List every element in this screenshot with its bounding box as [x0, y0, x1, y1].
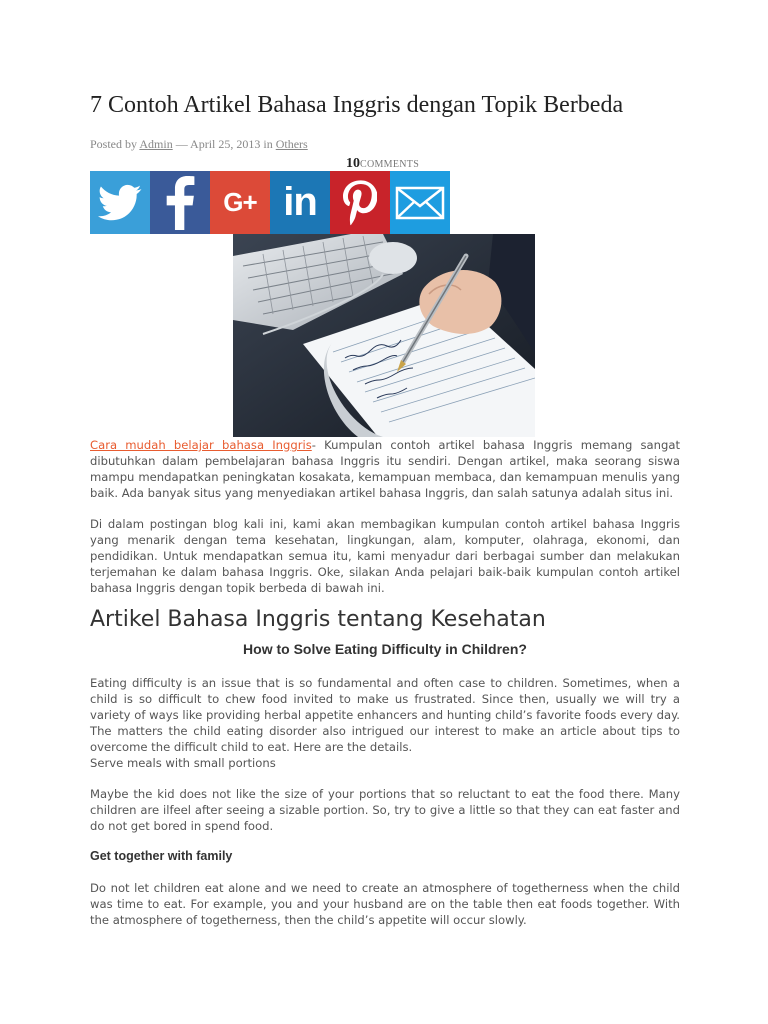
- paragraph-2: [90, 516, 680, 596]
- paragraph-4-text: Maybe the kid does not like the size of your portions that so reluctant to eat the food there. Many children are ilfeel after seeing a sizable portion. So, try to give a little so that they can eat faster and do not get bored in spend food.: [90, 787, 680, 833]
- section-heading: Artikel Bahasa Inggris tentang Kesehatan: [90, 607, 546, 632]
- category-link[interactable]: Others: [275, 137, 308, 151]
- twitter-share-button[interactable]: [90, 171, 150, 234]
- paragraph-2-text: Di dalam postingan blog kali ini, kami akan membagikan kumpulan contoh artikel bahasa Inggris yang menarik dengan tema kesehatan, lingkungan, alam, komputer, olahraga, ekonomi, dan pendidikan. Untuk mendapatkan semua itu, kami menyadur dari berbagai sumber dan melakukan terjemahan ke dalam bahasa Inggris. Oke, silakan Anda pelajari baik-baik kumpulan contoh artikel bahasa Inggris dengan topik berbeda di bawah ini.: [90, 517, 680, 595]
- paragraph-4: [90, 786, 680, 834]
- author-link[interactable]: Admin: [139, 137, 173, 151]
- paragraph-3: [90, 675, 680, 771]
- post-meta: [90, 137, 308, 152]
- intro-text: - Kumpulan contoh artikel bahasa Inggris memang sangat dibutuhkan dalam pembelajaran bahasa Inggris itu sendiri. Dengan artikel, maka seorang siswa mampu mendapatkan peningkatan kosakata, kemampuan membaca, dan kemampuan menulis yang baik. Ada banyak situs yang menyediakan artikel bahasa Inggris, dan salah satunya adalah situs ini.: [90, 438, 680, 500]
- tip-serve-small-portions: Serve meals with small portions: [90, 756, 276, 770]
- share-bar: [90, 171, 450, 234]
- google-plus-icon: G+: [223, 187, 257, 217]
- linkedin-share-button[interactable]: [270, 171, 330, 234]
- post-date: April 25, 2013: [190, 137, 261, 151]
- comments-link[interactable]: [346, 154, 419, 172]
- twitter-bird-icon: [98, 184, 142, 222]
- article-title: 7 Contoh Artikel Bahasa Inggris dengan Topik Berbeda: [90, 92, 624, 118]
- comment-count: 10: [346, 156, 360, 171]
- meta-in-label: in: [260, 137, 276, 151]
- heading-family: Get together with family: [90, 849, 233, 863]
- sub-heading: How to Solve Eating Difficulty in Children?: [243, 641, 527, 657]
- paragraph-5-text: Do not let children eat alone and we need to create an atmosphere of togetherness when the child was time to eat. For example, you and your husband are on the table then eat foods together. With the atmosphere of togetherness, then the child’s appetite will occur slowly.: [90, 881, 680, 927]
- google-plus-share-button[interactable]: [210, 171, 270, 234]
- article-photo: [233, 234, 535, 437]
- intro-link[interactable]: Cara mudah belajar bahasa Inggris: [90, 438, 312, 452]
- email-share-button[interactable]: [390, 171, 450, 234]
- paragraph-5: [90, 880, 680, 928]
- posted-by-label: Posted by: [90, 137, 138, 151]
- linkedin-in-icon: in: [283, 180, 317, 224]
- envelope-icon: [395, 186, 445, 220]
- paragraph-3-text: Eating difficulty is an issue that is so fundamental and often case to children. Sometimes, when a child is so difficult to chew food invited to make us frustrated. Since then, usually we will try a variety of ways like providing herbal appetite enhancers and hunting child’s favorite foods every day. The matters the child eating disorder also intrigued our interest to make an article about tips to overcome the difficult child to eat. Here are the details.: [90, 676, 680, 754]
- facebook-share-button[interactable]: [150, 171, 210, 234]
- writing-hand-image: [233, 234, 535, 437]
- pinterest-p-icon: [343, 180, 377, 226]
- pinterest-share-button[interactable]: [330, 171, 390, 234]
- facebook-f-icon: [165, 176, 195, 230]
- intro-paragraph: [90, 437, 680, 501]
- comment-label: COMMENTS: [360, 159, 420, 170]
- meta-separator: —: [172, 137, 191, 151]
